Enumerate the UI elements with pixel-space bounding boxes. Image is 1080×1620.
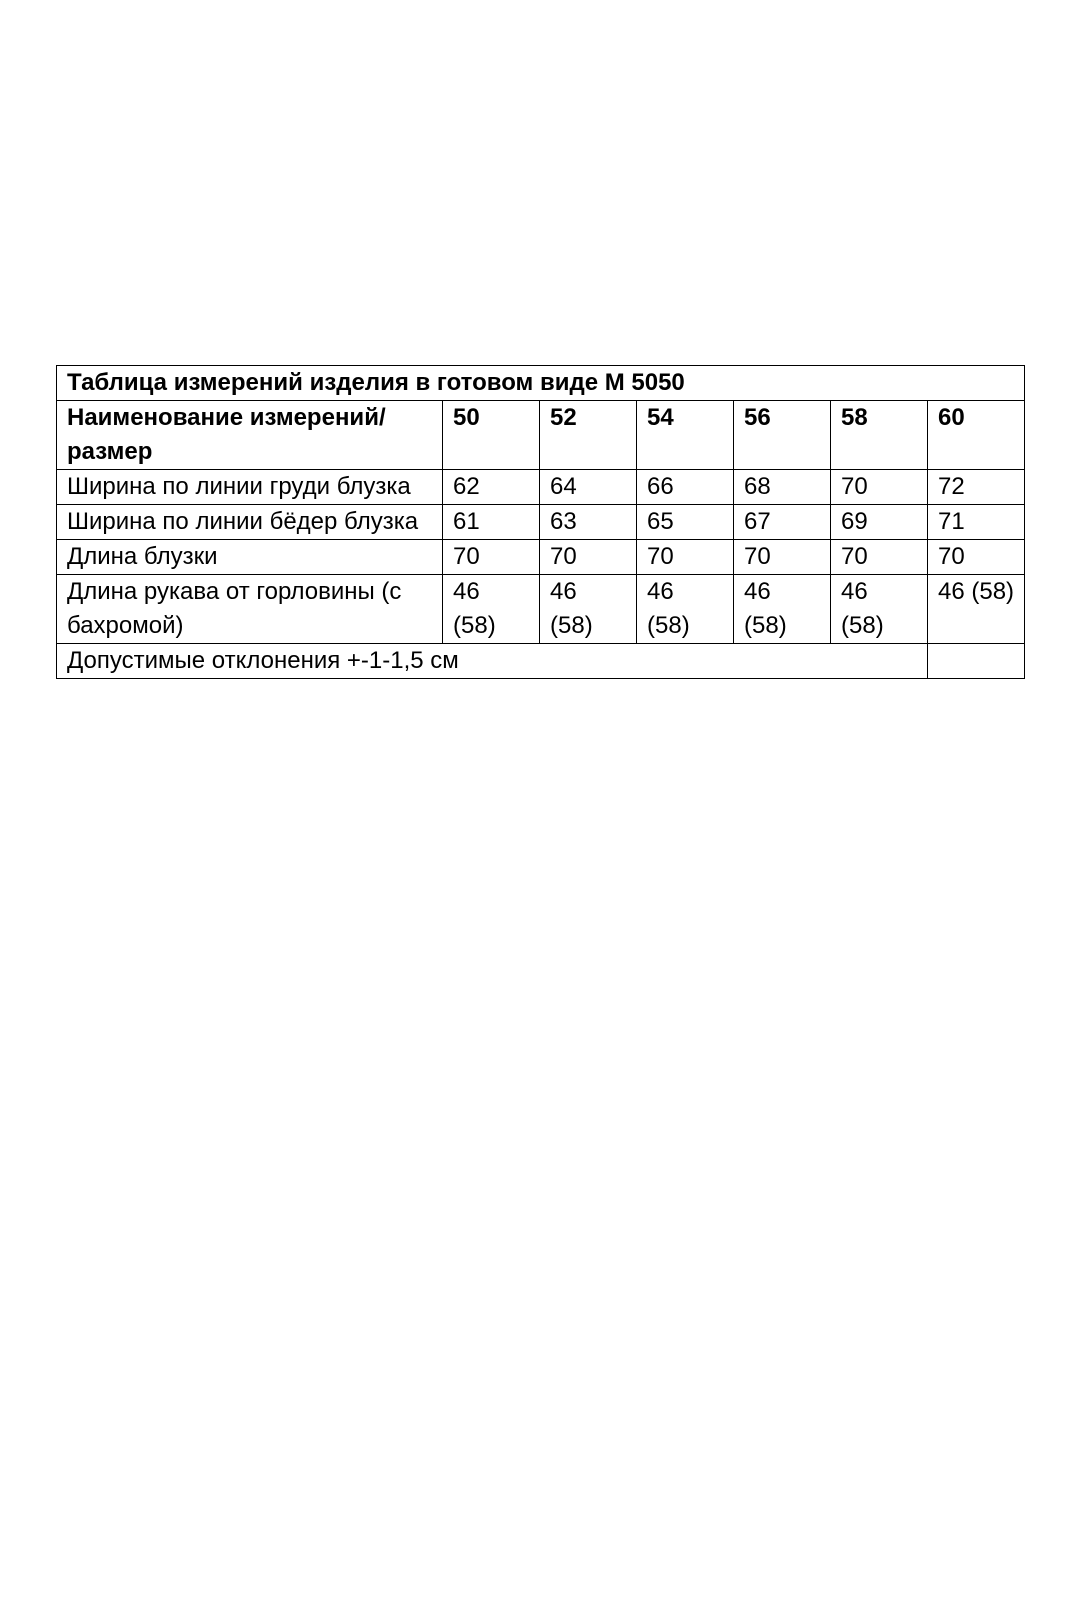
table-cell: 69 [831, 505, 928, 540]
table-title: Таблица измерений изделия в готовом виде М 5050 [57, 366, 1025, 401]
table-cell: 70 [928, 540, 1025, 575]
size-header-cell: 54 [637, 401, 734, 470]
table-cell: 70 [831, 470, 928, 505]
table-cell: 46 (58) [734, 575, 831, 644]
table-cell: 71 [928, 505, 1025, 540]
size-header-cell: 60 [928, 401, 1025, 470]
row-label: Ширина по линии груди блузка [57, 470, 443, 505]
table-cell: 67 [734, 505, 831, 540]
table-row [57, 470, 1025, 505]
table-cell: 62 [443, 470, 540, 505]
table-header-row [57, 401, 1025, 470]
size-header-cell: 50 [443, 401, 540, 470]
table-cell: 70 [443, 540, 540, 575]
table-cell: 72 [928, 470, 1025, 505]
size-header-cell: 58 [831, 401, 928, 470]
size-header-cell: 52 [540, 401, 637, 470]
row-label: Длина блузки [57, 540, 443, 575]
table-cell: 46 (58) [637, 575, 734, 644]
table-cell: 61 [443, 505, 540, 540]
table-row [57, 575, 1025, 644]
table-cell: 68 [734, 470, 831, 505]
table-cell: 70 [734, 540, 831, 575]
size-header-cell: 56 [734, 401, 831, 470]
footer-empty-cell [928, 644, 1025, 679]
tolerance-note: Допустимые отклонения +-1-1,5 см [57, 644, 928, 679]
table-cell: 66 [637, 470, 734, 505]
row-label: Длина рукава от горловины (с бахромой) [57, 575, 443, 644]
table-cell: 64 [540, 470, 637, 505]
measurement-table [56, 365, 1025, 679]
table-cell: 65 [637, 505, 734, 540]
table-cell: 70 [637, 540, 734, 575]
table-cell: 70 [540, 540, 637, 575]
table-cell: 70 [831, 540, 928, 575]
table-cell: 46 (58) [540, 575, 637, 644]
table-row [57, 540, 1025, 575]
table-footer-row [57, 644, 1025, 679]
table-cell: 46 (58) [831, 575, 928, 644]
table-cell: 46 (58) [443, 575, 540, 644]
row-label: Ширина по линии бёдер блузка [57, 505, 443, 540]
table-cell: 63 [540, 505, 637, 540]
table-cell: 46 (58) [928, 575, 1025, 644]
table-row [57, 505, 1025, 540]
header-label: Наименование измерений/размер [57, 401, 443, 470]
table-title-row [57, 366, 1025, 401]
